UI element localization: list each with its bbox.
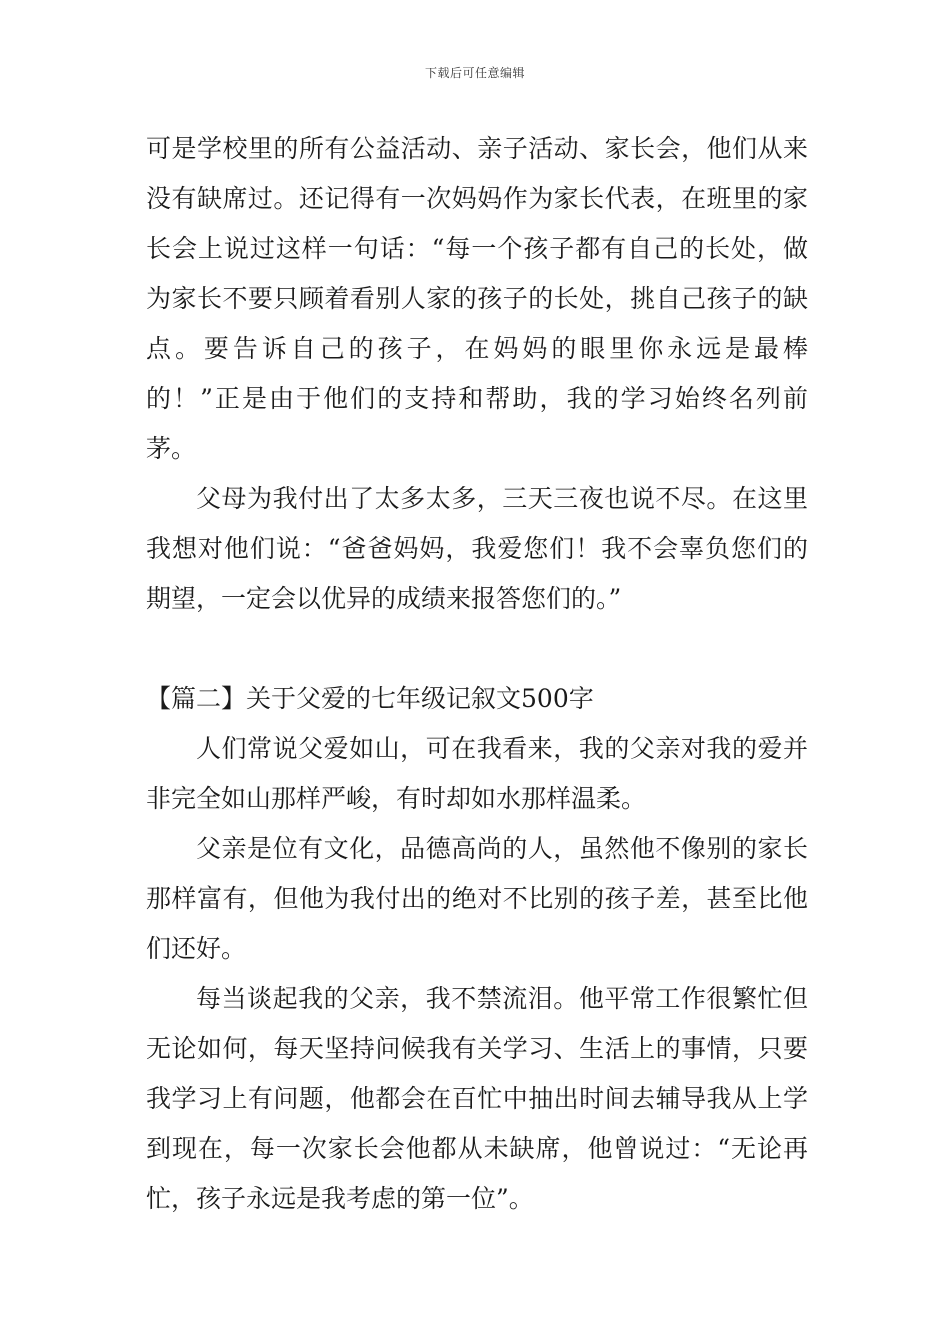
page-header-note: 下载后可任意编辑 — [424, 66, 525, 80]
document-body — [146, 124, 808, 1224]
section-title: 【篇二】关于父爱的七年级记叙文500字 — [146, 684, 594, 713]
body-paragraph: 每当谈起我的父亲，我不禁流泪。他平常工作很繁忙但无论如何，每天坚持问候我有关学习、生活上的事情，只要我学习上有问题，他都会在百忙中抽出时间去辅导我从上学到现在，每一次家长会他都从未缺席，他曾说过：“无论再忙，孩子永远是我考虑的第一位”。 — [146, 984, 808, 1213]
body-paragraph: 父母为我付出了太多太多，三天三夜也说不尽。在这里我想对他们说：“爸爸妈妈，我爱您们！我不会辜负您们的期望，一定会以优异的成绩来报答您们的。” — [146, 484, 808, 613]
body-paragraph: 人们常说父爱如山，可在我看来，我的父亲对我的爱并非完全如山那样严峻，有时却如水那样温柔。 — [146, 734, 808, 813]
body-paragraph: 可是学校里的所有公益活动、亲子活动、家长会，他们从来没有缺席过。还记得有一次妈妈作为家长代表，在班里的家长会上说过这样一句话：“每一个孩子都有自己的长处，做为家长不要只顾着看别人家的孩子的长处，挑自己孩子的缺点。要告诉自己的孩子，在妈妈的眼里你永远是最棒的！”正是由于他们的支持和帮助，我的学习始终名列前茅。 — [146, 134, 808, 463]
body-paragraph: 父亲是位有文化，品德高尚的人，虽然他不像别的家长那样富有，但他为我付出的绝对不比别的孩子差，甚至比他们还好。 — [146, 834, 808, 963]
